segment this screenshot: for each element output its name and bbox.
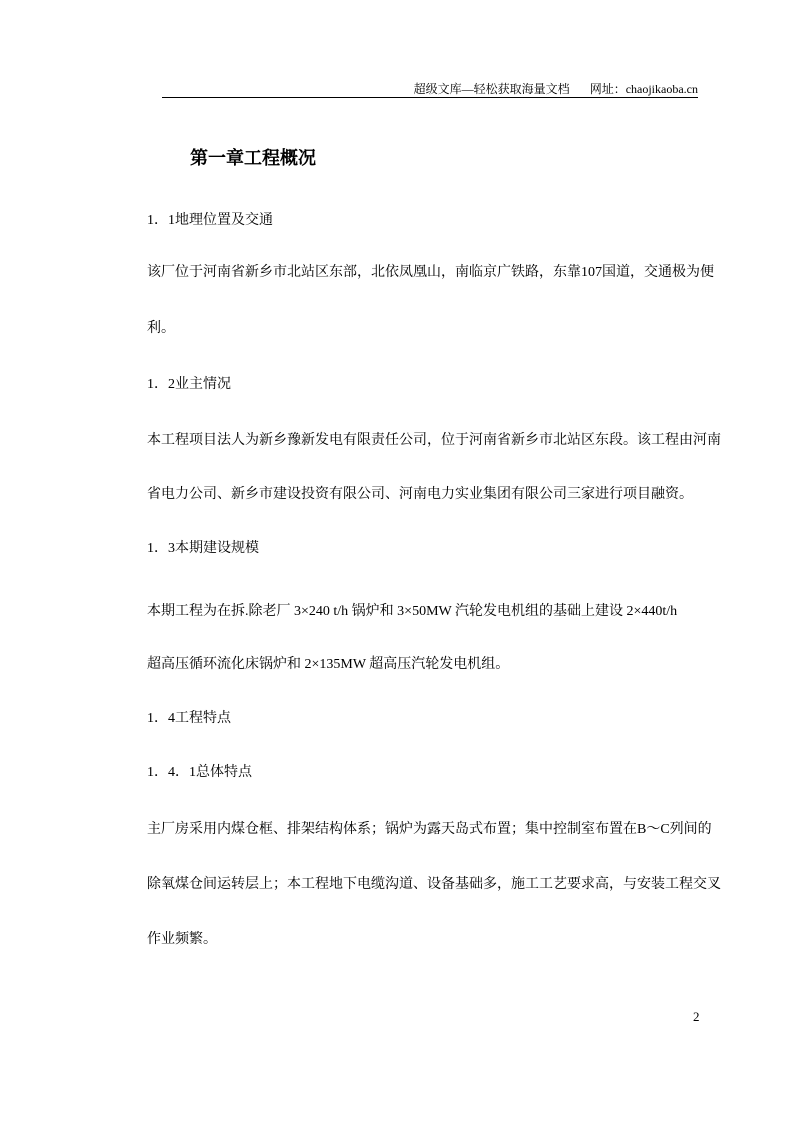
paragraph-line: 本工程项目法人为新乡豫新发电有限责任公司，位于河南省新乡市北站区东段。该工程由河南 (147, 433, 721, 448)
page-header (414, 80, 698, 97)
section-heading: 1．1地理位置及交通 (147, 213, 273, 228)
header-site-text: 超级文库—轻松获取海量文档 (413, 82, 570, 96)
paragraph-line: 主厂房采用内煤仓框、排架结构体系；锅炉为露天岛式布置；集中控制室布置在B～C列间的 (147, 822, 712, 837)
header-rule (162, 97, 698, 98)
paragraph-line: 除氧煤仓间运转层上；本工程地下电缆沟道、设备基础多，施工工艺要求高，与安装工程交叉 (147, 877, 721, 892)
paragraph-line: 省电力公司、新乡市建设投资有限公司、河南电力实业集团有限公司三家进行项目融资。 (147, 487, 693, 502)
page-number: 2 (693, 1009, 700, 1024)
section-heading: 1．3本期建设规模 (147, 541, 259, 556)
paragraph-line: 该厂位于河南省新乡市北站区东部，北依凤凰山，南临京广铁路，东靠107国道，交通极为便 (147, 265, 714, 280)
subsection-heading: 1．4．1总体特点 (147, 765, 252, 780)
paragraph-line: 本期工程为在拆.除老厂 3×240 t/h 锅炉和 3×50MW 汽轮发电机组的基础上建设 2×440t/h (147, 604, 678, 619)
header-url-text: 网址：chaojikaoba.cn (589, 82, 698, 96)
paragraph-line: 利。 (147, 321, 175, 336)
paragraph-line: 超高压循环流化床锅炉和 2×135MW 超高压汽轮发电机组。 (147, 657, 510, 672)
paragraph-line: 作业频繁。 (147, 932, 217, 947)
section-heading: 1．2业主情况 (147, 377, 231, 392)
chapter-title: 第一章工程概况 (190, 148, 316, 168)
section-heading: 1．4工程特点 (147, 711, 231, 726)
